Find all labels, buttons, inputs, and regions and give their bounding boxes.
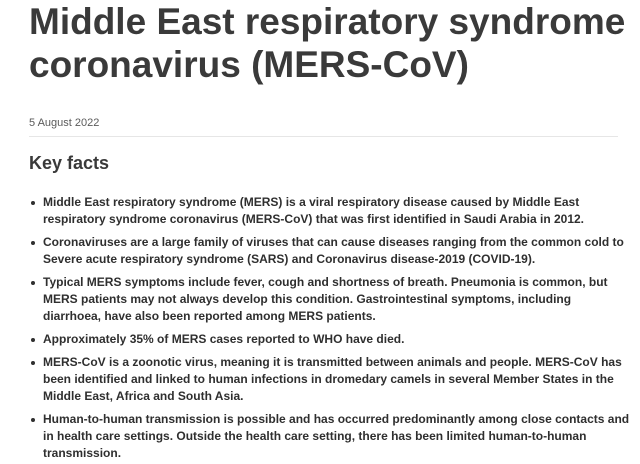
bullet-icon	[31, 338, 35, 342]
fact-text: Typical MERS symptoms include fever, cough and shortness of breath. Pneumonia is common, but MERS patients may not always develop this condition. Gastrointestinal symptoms, including diarrhoea, have also been reported among MERS patients.	[43, 275, 608, 323]
bullet-icon	[31, 201, 35, 205]
list-item	[43, 331, 630, 348]
publish-date: 5 August 2022	[29, 117, 100, 129]
key-facts-list	[29, 194, 630, 462]
fact-text: Approximately 35% of MERS cases reported to WHO have died.	[43, 332, 405, 346]
fact-text: Human-to-human transmission is possible and has occurred predominantly among close contacts and in health care settings. Outside the health care setting, there has been limited human-to-human transmission.	[43, 412, 630, 460]
list-item	[43, 274, 630, 325]
list-item	[43, 234, 630, 268]
fact-text: Coronaviruses are a large family of viruses that can cause diseases ranging from the common cold to Severe acute respiratory syndrome (SARS) and Coronavirus disease-2019 (COVID-19).	[43, 235, 624, 266]
fact-text: Middle East respiratory syndrome (MERS) is a viral respiratory disease caused by Middle East respiratory syndrome coronavirus (MERS-CoV) that was first identified in Saudi Arabia in 2012.	[43, 195, 585, 226]
page-title: Middle East respiratory syndrome coronavirus (MERS-CoV)	[29, 1, 626, 85]
bullet-icon	[31, 418, 35, 422]
bullet-icon	[31, 241, 35, 245]
list-item	[43, 411, 630, 462]
list-item	[43, 354, 630, 405]
bullet-icon	[31, 281, 35, 285]
fact-text: MERS-CoV is a zoonotic virus, meaning it is transmitted between animals and people. MERS-CoV has been identified and linked to human infections in dromedary camels in several Member States in the Middle East, Africa and South Asia.	[43, 355, 622, 403]
bullet-icon	[31, 361, 35, 365]
divider	[29, 136, 618, 137]
list-item	[43, 194, 630, 228]
section-heading-key-facts: Key facts	[29, 153, 110, 173]
